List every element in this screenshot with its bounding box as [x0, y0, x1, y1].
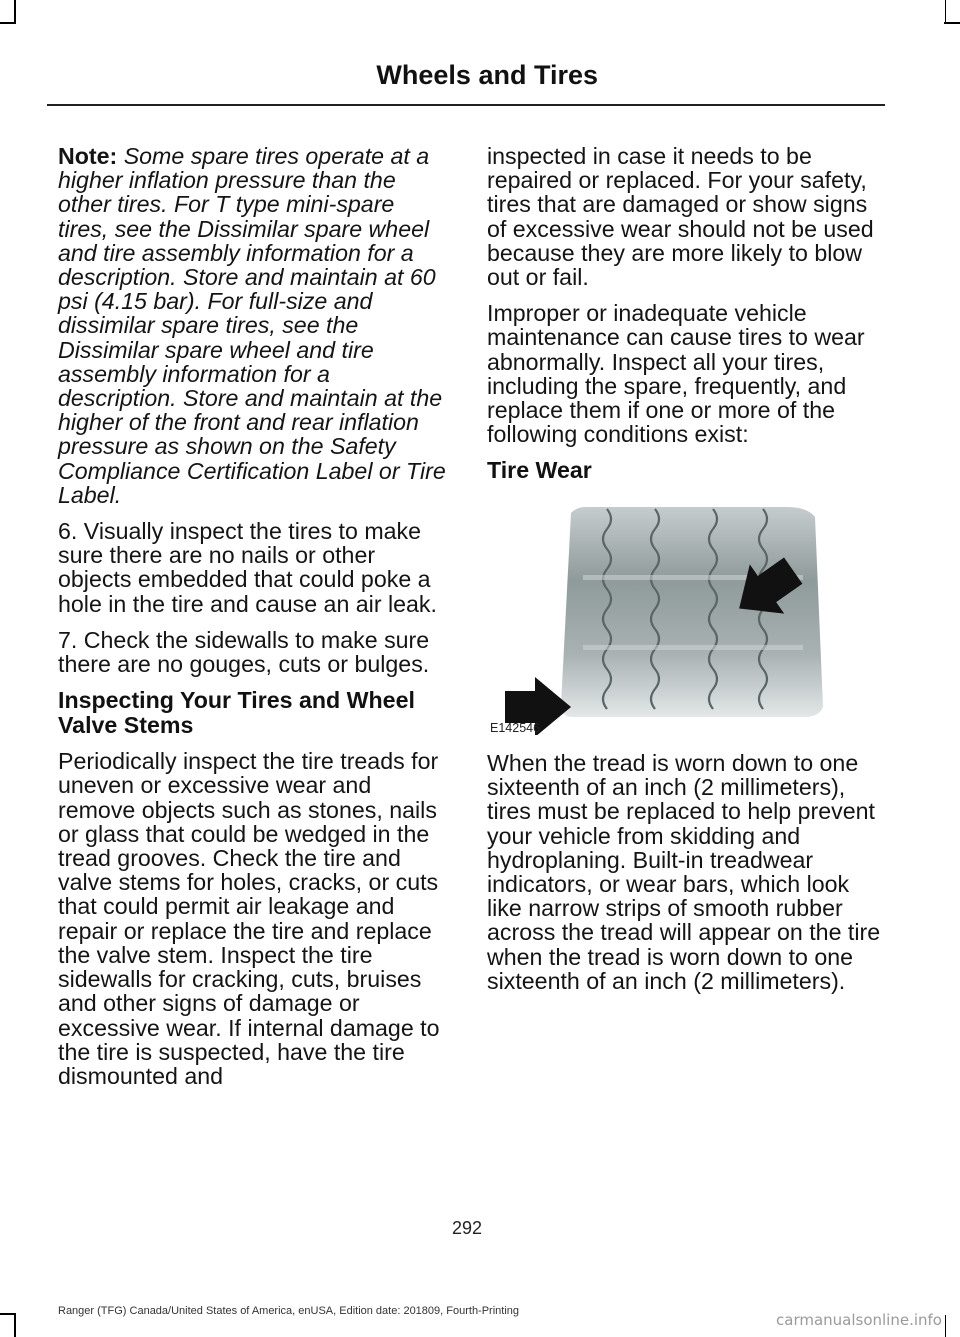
left-column: [58, 144, 450, 1100]
crop-mark: [0, 22, 16, 24]
tire-tread: [561, 507, 823, 717]
crop-mark: [945, 0, 947, 22]
note-text: Some spare tires operate at a higher inflation pressure than the other tires. For T type mini-spare tires, see the Dissimilar spare wheel and tire assembly information for a description. Store and maintain at 60 psi (4.15 bar). For full-size and dissimilar spare tires, see the Dissimilar spare wheel and tire assembly information for a description. Store and maintain at the higher of the front and rear inflation pressure as shown on the Safety Compliance Certification Label or Tire Label.: [58, 143, 446, 508]
tread-paragraph: When the tread is worn down to one sixteenth of an inch (2 millimeters), tires must be replaced to help prevent your vehicle from skidding and hydroplaning. Built-in treadwear indicators, or wear bars, which look like narrow strips of smooth rubber across the tread will appear on the tire when the tread is worn down to one sixteenth of an inch (2 millimeters).: [487, 749, 881, 994]
note-paragraph: [58, 144, 450, 507]
footer-edition: Ranger (TFG) Canada/United States of America, enUSA, Edition date: 201809, Fourth-Printing: [58, 1305, 520, 1317]
crop-mark: [944, 22, 960, 24]
tire-wear-heading: Tire Wear: [487, 457, 592, 484]
continued-paragraph: inspected in case it needs to be repaired or replaced. For your safety, tires that are damaged or show signs of excessive wear should not be used because they are more likely to blow out or fail.: [487, 143, 874, 291]
inspection-paragraph: Periodically inspect the tire treads for uneven or excessive wear and remove objects such as stones, nails or glass that could be wedged in the tread grooves. Check the tire and valve stems for holes, cracks, or cuts that could permit air leakage and repair or replace the tire and replace the valve stem. Inspect the tire sidewalls for cracking, cuts, bruises and other signs of damage or excessive wear. If internal damage to the tire is suspected, have the tire dismounted and: [58, 748, 440, 1089]
figure-code: E142546: [490, 720, 541, 735]
watermark: carmanualsonline.info: [776, 1311, 942, 1329]
step-7: 7. Check the sidewalls to make sure there are no gouges, cuts or bulges.: [58, 626, 430, 678]
page-number: 292: [451, 1218, 483, 1238]
crop-mark: [14, 1315, 16, 1337]
maintenance-paragraph: Improper or inadequate vehicle maintenance can cause tires to wear abnormally. Inspect all your tires, including the spare, frequently, and replace them if one or more of the following conditions exist:: [487, 300, 865, 448]
crop-mark: [945, 1315, 947, 1337]
tire-wear-figure: [487, 495, 883, 735]
section-heading: Inspecting Your Tires and Wheel Valve Stems: [58, 687, 415, 738]
crop-mark: [0, 1313, 16, 1315]
note-label: Note:: [58, 143, 118, 169]
right-column: [487, 144, 883, 1005]
crop-mark: [14, 0, 16, 22]
header-divider: [47, 104, 885, 106]
page-title: Wheels and Tires: [376, 60, 598, 90]
step-6: 6. Visually inspect the tires to make sure there are no nails or other objects embedded that could poke a hole in the tire and cause an air leak.: [58, 518, 437, 617]
tire-tread-illustration: [487, 495, 883, 735]
